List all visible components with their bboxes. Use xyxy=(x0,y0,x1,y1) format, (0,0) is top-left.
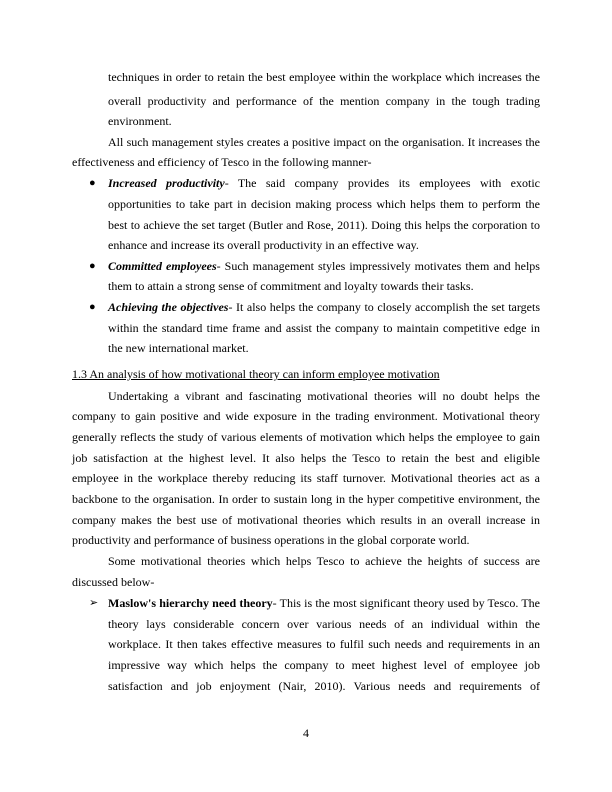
paragraph-line: backbone to the organisation. In order to sustain long in the hyper competitive environment, the xyxy=(72,492,540,506)
bullet-text: - It also helps the company to closely accomplish the set targets xyxy=(228,300,540,314)
arrow-item-text: - This is the most significant theory used by Tesco. The xyxy=(272,596,540,610)
paragraph-line: company to gain positive and wide exposure in the trading environment. Motivational theory xyxy=(72,409,540,423)
paragraph-line: discussed below- xyxy=(72,575,155,589)
bullet-first-line xyxy=(108,259,540,273)
paragraph-line: productivity and performance of business operations in the global corporate world. xyxy=(72,533,470,547)
bullet-line: within the standard time frame and assist the company to maintain competitive edge in xyxy=(108,321,540,335)
paragraph-line: job satisfaction at the highest level. It also helps the Tesco to retain the best and eligible xyxy=(72,451,540,465)
arrow-item-line: theory lays considerable concern over various needs of an individual within the xyxy=(108,617,540,631)
section-heading xyxy=(72,367,540,381)
paragraph-line: company makes the best use of motivational theories which results in an overall increase in xyxy=(72,513,540,527)
paragraph-line: effectiveness and efficiency of Tesco in the following manner- xyxy=(72,155,372,169)
bullet-icon: ● xyxy=(89,301,96,313)
bullet-line: them to attain a strong sense of commitment and loyalty towards their tasks. xyxy=(108,279,474,293)
paragraph-line: Some motivational theories which helps Tesco to achieve the heights of success are xyxy=(108,554,540,568)
bullet-line: opportunities to take part in decision making process which helps them to perform the xyxy=(108,197,540,211)
arrow-item-term: Maslow's hierarchy need theory xyxy=(108,596,273,610)
arrow-item-line: workplace. It then takes effective measures to fulfil such needs and requirements in an xyxy=(108,637,540,651)
bullet-icon: ● xyxy=(89,177,96,189)
bullet-term: Achieving the objectives xyxy=(108,300,229,314)
bullet-icon: ● xyxy=(89,260,96,272)
paragraph-line: environment. xyxy=(108,114,172,128)
bullet-line: enhance and increase its overall productivity in an effective way. xyxy=(108,238,419,252)
paragraph-line: generally reflects the study of various elements of motivation which helps the employee to gain xyxy=(72,430,540,444)
paragraph-line: overall productivity and performance of the mention company in the tough trading xyxy=(108,94,540,108)
bullet-text: - Such management styles impressively motivates them and helps xyxy=(216,259,540,273)
arrow-item-line: impressive way which helps the company to meet highest level of employee job xyxy=(108,658,540,672)
bullet-text: - The said company provides its employees with exotic xyxy=(224,176,540,190)
bullet-first-line xyxy=(108,300,540,314)
paragraph-line: Undertaking a vibrant and fascinating motivational theories will no doubt helps the xyxy=(108,389,540,403)
paragraph-line: techniques in order to retain the best employee within the workplace which increases the xyxy=(108,70,540,84)
bullet-term: Committed employees xyxy=(108,259,217,273)
arrow-item-first-line xyxy=(108,596,540,610)
arrow-item-line: satisfaction and job enjoyment (Nair, 2010). Various needs and requirements of xyxy=(108,679,540,693)
bullet-line: best to achieve the set target (Butler and Rose, 2011). Doing this helps the corporation to xyxy=(108,218,540,232)
paragraph-line: employee in the workplace thereby reducing its staff turnover. Motivational theories act as a xyxy=(72,471,540,485)
arrow-bullet-icon: ➢ xyxy=(89,597,99,609)
bullet-first-line xyxy=(108,176,540,190)
section-heading-text: 1.3 An analysis of how motivational theory can inform employee motivation xyxy=(72,367,440,381)
page-number: 4 xyxy=(303,726,309,740)
bullet-term: Increased productivity xyxy=(108,176,225,190)
paragraph-line: All such management styles creates a positive impact on the organisation. It increases the xyxy=(108,135,540,149)
bullet-line: the new international market. xyxy=(108,341,249,355)
